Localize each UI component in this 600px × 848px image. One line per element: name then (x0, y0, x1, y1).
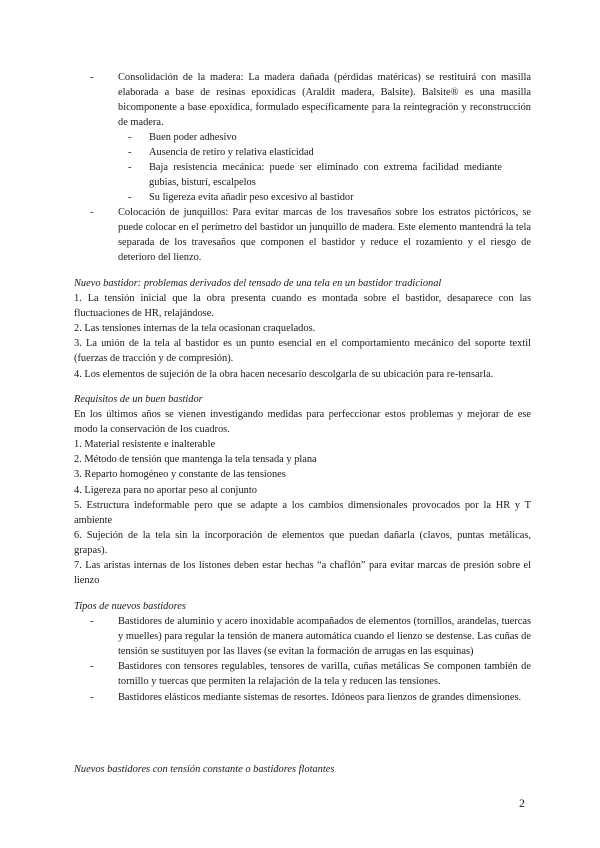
page-number: 2 (519, 796, 525, 810)
sub-bullet-item (128, 190, 502, 205)
section-requisitos (0, 392, 531, 588)
bullet-text: Bastidores de aluminio y acero inoxidable acompañados de elementos (tornillos, arandelas, tuercas y muelles) para regular la tensión de manera automática cuando el lienzo se destense. Las cuñas de tensión se sustituyen por las llaves (se evitan la formación de arrugas en las esquinas) (118, 616, 531, 658)
tipo-bullet-item (74, 690, 531, 705)
bullet-dash: - (90, 661, 94, 673)
bullet-dash: - (128, 162, 132, 174)
section-heading: Tipos de nuevos bastidores (74, 601, 186, 612)
section-heading: Nuevo bastidor: problemas derivados del tensado de una tela en un bastidor tradicional (74, 278, 442, 289)
sub-bullet-item (128, 130, 502, 145)
section-intro: En los últimos años se vienen investigando medidas para perfeccionar estos problemas y mejorar de ese modo la conservación de los cuadros. (74, 409, 531, 436)
bullet-dash: - (90, 207, 94, 218)
sub-bullet-item (128, 160, 502, 190)
numbered-item: 4. Los elementos de sujeción de la obra hacen necesario descolgarla de su ubicación para re-tensarla. (74, 368, 494, 380)
sub-bullet-text: Su ligereza evita añadir peso excesivo al bastidor (149, 192, 354, 204)
bullet-dash: - (90, 691, 94, 703)
bullet-dash: - (128, 147, 132, 159)
tipo-bullet-item (74, 659, 531, 689)
numbered-item: 1. La tensión inicial que la obra presenta cuando es montada sobre el bastidor, desaparece con las fluctuaciones de HR, relajándose. (74, 293, 531, 320)
bullet-text: Colocación de junquillos: Para evitar marcas de los travesaños sobre los estratos pictóricos, se puede colocar en el perímetro del bastidor un junquillo de madera. Este elemento mantendrá la tela separada de los travesaños que componen el bastidor y reduce el rozamiento y el riesgo de deterioro del lienzo. (118, 207, 531, 264)
junquillos-bullet-block (0, 205, 531, 265)
numbered-item: 4. Ligereza para no aportar peso al conjunto (74, 484, 257, 496)
sub-bullet-text: Baja resistencia mecánica: puede ser eliminado con extrema facilidad mediante gubias, bisturí, escalpelos (149, 162, 502, 189)
tipo-bullet-item (74, 614, 531, 659)
numbered-item: 2. Las tensiones internas de la tela ocasionan craquelados. (74, 323, 316, 335)
numbered-item: 7. Las aristas internas de los listones deben estar hechas “a chaflón” para evitar marcas de presión sobre el lienzo (74, 560, 531, 587)
numbered-item: 3. Reparto homogéneo y constante de las tensiones (74, 469, 286, 481)
bullet-text: Bastidores con tensores regulables, tensores de varilla, cuñas metálicas Se componen también de tornillo y tuercas que permiten la relajación de la tela y reducen las tensiones. (118, 661, 531, 688)
numbered-item: 3. La unión de la tela al bastidor es un punto esencial en el comportamiento mecánico del soporte textil (fuerzas de tracción y de compresión). (74, 338, 531, 365)
bullet-dash: - (128, 132, 132, 143)
bullet-dash: - (128, 192, 132, 204)
section-heading: Nuevos bastidores con tensión constante o bastidores flotantes (74, 764, 335, 775)
sub-bullet-text: Ausencia de retiro y relativa elasticidad (149, 147, 314, 159)
sub-bullet-list (0, 130, 502, 205)
bullet-text: Bastidores elásticos mediante sistemas de resortes. Idóneos para lienzos de grandes dimensiones. (118, 691, 522, 703)
numbered-item: 6. Sujeción de la tela sin la incorporación de elementos que puedan dañarla (clavos, puntas metálicas, grapas). (74, 529, 531, 556)
consolidation-bullet-block (0, 70, 531, 130)
bullet-junquillos (74, 205, 531, 265)
section-tipos (0, 599, 531, 705)
section-flotantes (0, 762, 531, 777)
sub-bullet-item (128, 145, 502, 160)
numbered-item: 2. Método de tensión que mantenga la tela tensada y plana (74, 454, 317, 466)
bullet-text: Consolidación de la madera: La madera dañada (pérdidas matéricas) se restituirá con masilla elaborada a base de resinas epoxídicas (Araldit madera, Balsite). Balsite® es una masilla bicomponente a base epoxídica, formulado específicamente para la reintegración y reconstrucción de madera. (118, 72, 531, 129)
bullet-dash: - (90, 72, 94, 83)
numbered-item: 5. Estructura indeformable pero que se adapte a los cambios dimensionales provocados por la HR y T ambiente (74, 499, 531, 526)
bullet-dash: - (90, 616, 94, 628)
numbered-item: 1. Material resistente e inalterable (74, 439, 216, 451)
section-heading: Requisitos de un buen bastidor (74, 394, 203, 405)
sub-bullet-text: Buen poder adhesivo (149, 132, 237, 143)
bullet-consolidacion (74, 70, 531, 130)
section-nuevo-bastidor (0, 276, 531, 382)
